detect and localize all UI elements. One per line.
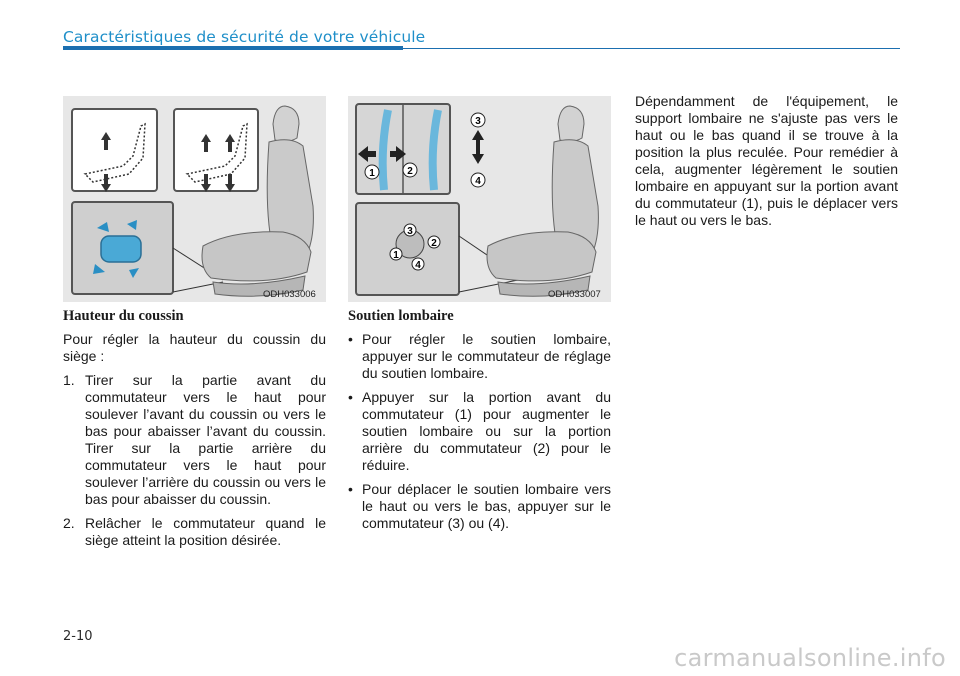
lumbar-support-illustration xyxy=(348,96,611,302)
callout-1: 1 xyxy=(369,168,375,179)
bullet-text: Appuyer sur la portion avant du commutateur (1) pour augmenter le soutien lombaire ou sur la portion arrière du commutateur (2) pour le réduire. xyxy=(362,389,611,473)
list-item xyxy=(63,372,326,508)
bullet: • xyxy=(348,481,353,497)
cushion-height-section xyxy=(63,308,326,556)
callout-3: 3 xyxy=(475,116,481,127)
bullet: • xyxy=(348,389,353,405)
list-item xyxy=(348,481,611,532)
bullet-text: Pour régler le soutien lombaire, appuyer sur le commutateur de réglage du soutien lombaire. xyxy=(362,331,611,381)
switch-callout-4: 4 xyxy=(415,260,421,271)
lumbar-support-section xyxy=(348,308,611,539)
header-rule-thick xyxy=(63,46,403,50)
switch-callout-1: 1 xyxy=(393,250,399,261)
switch-callout-3: 3 xyxy=(407,226,413,237)
figure-lumbar-support xyxy=(348,96,611,302)
lumbar-note-section xyxy=(635,93,898,236)
section-title: Caractéristiques de sécurité de votre véhicule xyxy=(63,28,426,46)
callout-2: 2 xyxy=(407,166,413,177)
bullet-text: Pour déplacer le soutien lombaire vers le haut ou vers le bas, appuyer sur le commutateur (3) ou (4). xyxy=(362,481,611,531)
switch-callout-2: 2 xyxy=(431,238,437,249)
list-item xyxy=(63,515,326,549)
step-number: 2. xyxy=(63,515,75,531)
header-rule-thin xyxy=(403,48,900,50)
step-text: Tirer sur la partie avant du commutateur vers le haut pour soulever l’avant du coussin ou vers le bas pour abaisser l’avant du coussin. Tirer sur la partie arrière du commutateur vers le haut pour soulever l’arrière du coussin ou vers le bas pour abaisser du coussin. xyxy=(85,372,326,507)
lumbar-note-text: Dépendamment de l'équipement, le support lombaire ne s'ajuste pas vers le haut ou le bas quand il se trouve à la position la plus reculée. Pour remédier à cela, augmenter légèrement le soutien lombaire en appuyant sur la portion avant du commutateur (1), puis le déplacer vers le haut ou vers le bas. xyxy=(635,93,898,228)
page-number: 2-10 xyxy=(63,629,93,644)
figure-code: ODH033006 xyxy=(263,289,316,300)
step-number: 1. xyxy=(63,372,75,388)
cushion-height-intro: Pour régler la hauteur du coussin du siège : xyxy=(63,331,326,364)
lumbar-support-heading: Soutien lombaire xyxy=(348,308,454,324)
step-text: Relâcher le commutateur quand le siège atteint la position désirée. xyxy=(85,515,326,548)
figure-cushion-height xyxy=(63,96,326,302)
cushion-height-heading: Hauteur du coussin xyxy=(63,308,184,324)
bullet: • xyxy=(348,331,353,347)
list-item xyxy=(348,331,611,382)
callout-4: 4 xyxy=(475,176,481,187)
list-item xyxy=(348,389,611,474)
cushion-height-illustration xyxy=(63,96,326,302)
watermark: carmanualsonline.info xyxy=(674,644,946,672)
figure-code: ODH033007 xyxy=(548,289,601,300)
